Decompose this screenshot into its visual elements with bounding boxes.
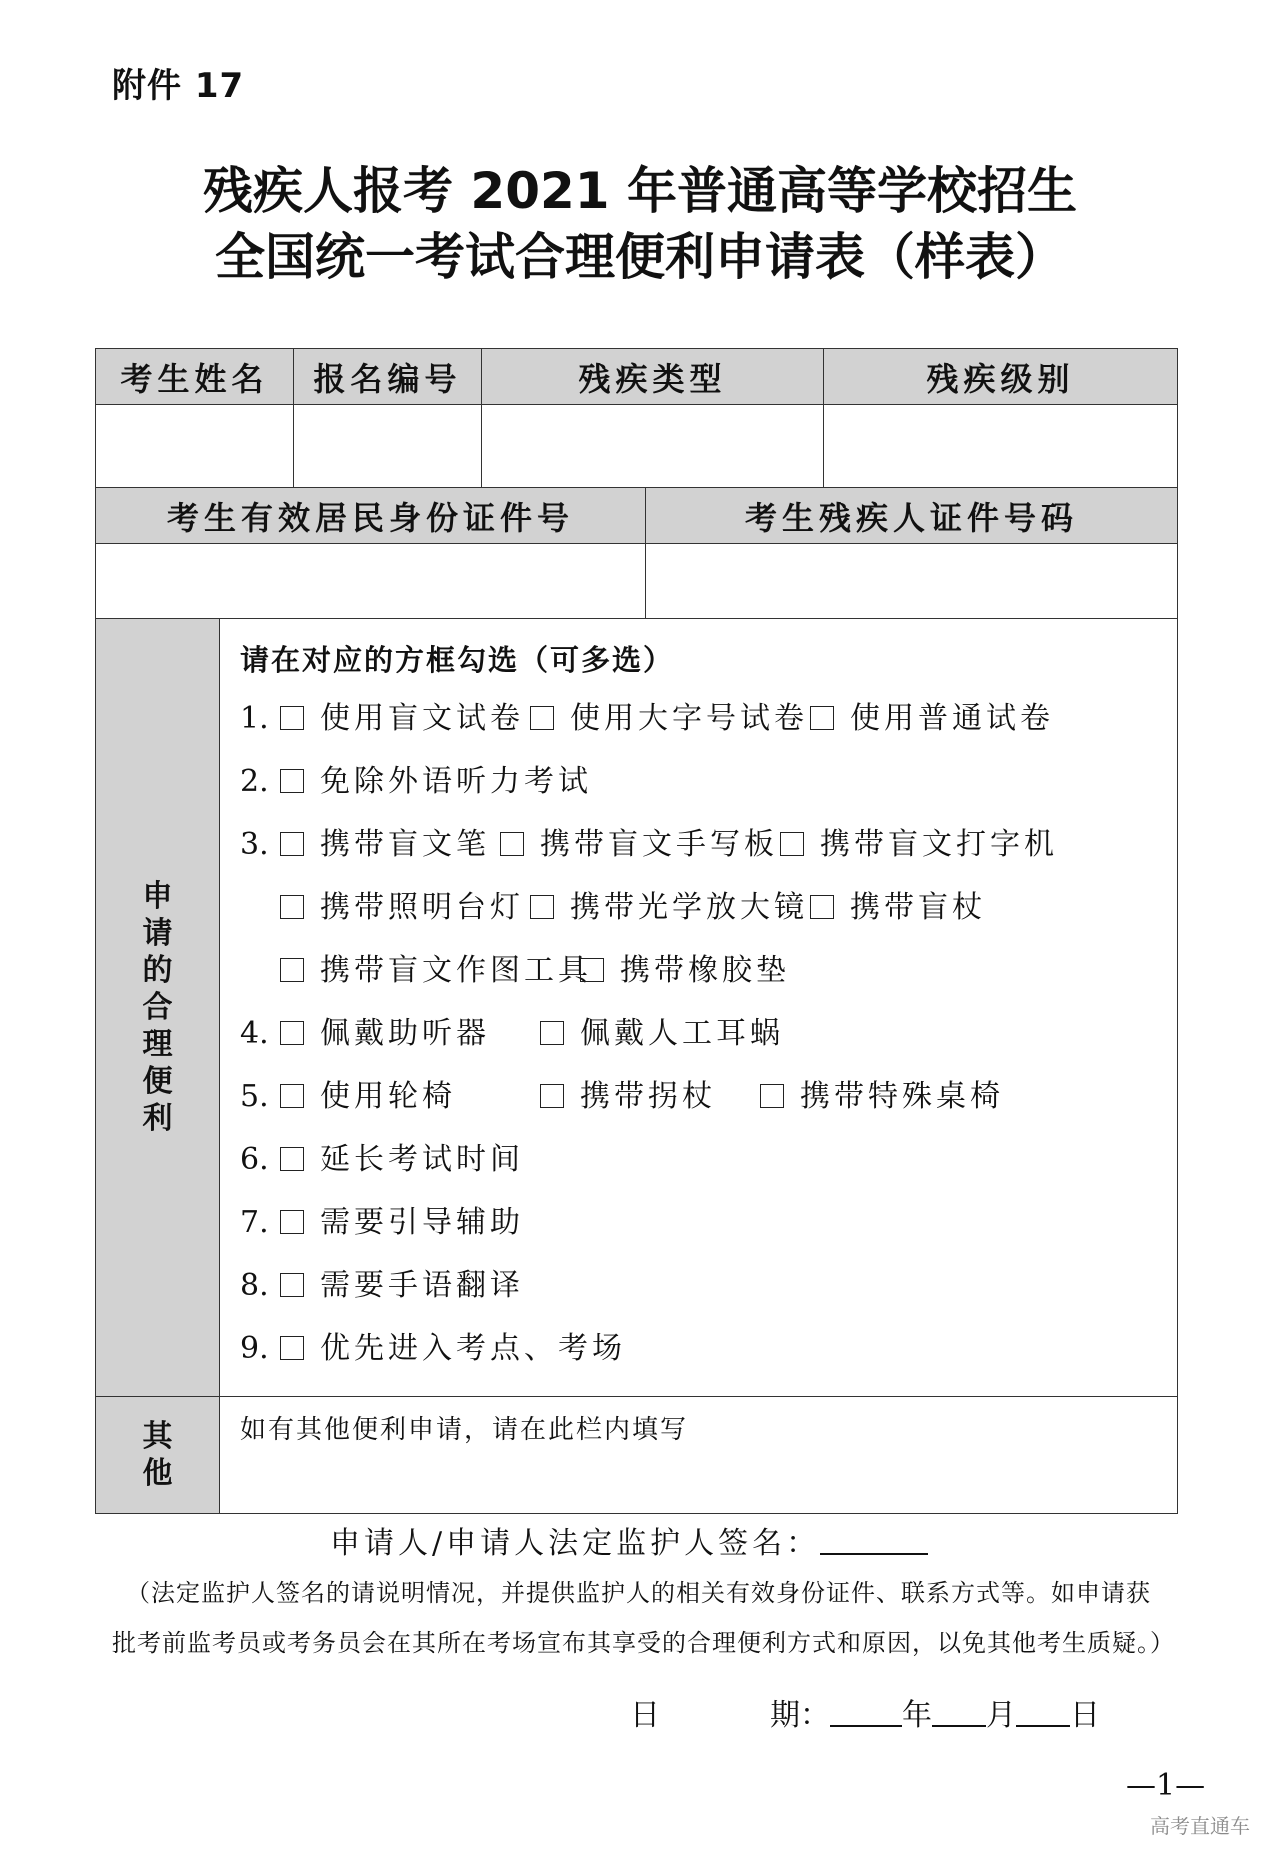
option-row (240, 1065, 1177, 1128)
field-student-name[interactable] (96, 405, 294, 488)
option-label: 需要手语翻译 (320, 1268, 524, 1303)
option-label: 使用盲文试卷 (320, 701, 524, 736)
checkbox[interactable] (280, 1210, 304, 1234)
option-item[interactable] (810, 876, 986, 939)
checkbox[interactable] (760, 1084, 784, 1108)
option-label: 携带光学放大镜 (570, 890, 808, 925)
option-item[interactable] (760, 1065, 1004, 1128)
date-label-ri: 日 (630, 1698, 660, 1733)
option-item[interactable] (280, 687, 524, 750)
date-line (770, 1690, 1100, 1734)
day-label: 日 (1070, 1698, 1100, 1733)
option-number: 6. (240, 1142, 269, 1177)
option-label: 使用大字号试卷 (570, 701, 808, 736)
option-label: 携带拐杖 (580, 1079, 716, 1114)
attachment-label: 附件 17 (112, 66, 245, 106)
checkbox[interactable] (280, 958, 304, 982)
option-item[interactable] (280, 813, 490, 876)
vertical-char: 理 (142, 1027, 173, 1062)
vertical-char: 他 (142, 1456, 173, 1491)
option-row (240, 939, 1177, 1002)
option-item[interactable] (500, 813, 778, 876)
checkbox[interactable] (540, 1021, 564, 1045)
section-label-other (96, 1397, 220, 1514)
option-item[interactable] (280, 1002, 490, 1065)
option-number: 9. (240, 1331, 269, 1366)
day-blank[interactable] (1016, 1697, 1070, 1727)
option-label: 携带盲文笔 (320, 827, 490, 862)
header-disability-level: 残疾级别 (824, 349, 1178, 405)
option-label: 携带盲文手写板 (540, 827, 778, 862)
option-item[interactable] (280, 876, 524, 939)
option-label: 携带照明台灯 (320, 890, 524, 925)
signature-blank[interactable] (820, 1525, 928, 1555)
option-label: 使用轮椅 (320, 1079, 456, 1114)
option-row (240, 750, 1177, 813)
option-row (240, 1002, 1177, 1065)
vertical-char: 申 (142, 879, 173, 914)
checkbox[interactable] (810, 706, 834, 730)
option-item[interactable] (280, 750, 592, 813)
option-label: 优先进入考点、考场 (320, 1331, 626, 1366)
option-row (240, 1254, 1177, 1317)
vertical-char: 便 (142, 1064, 173, 1099)
option-item[interactable] (280, 1254, 524, 1317)
option-item[interactable] (280, 1317, 626, 1380)
checkbox[interactable] (280, 706, 304, 730)
header-id-number: 考生有效居民身份证件号 (96, 488, 646, 544)
option-row (240, 1191, 1177, 1254)
field-disability-cert-number[interactable] (646, 544, 1178, 619)
option-number: 8. (240, 1268, 269, 1303)
option-label: 使用普通试卷 (850, 701, 1054, 736)
vertical-char: 其 (142, 1419, 173, 1454)
header-student-name: 考生姓名 (96, 349, 294, 405)
option-item[interactable] (580, 939, 790, 1002)
field-disability-level[interactable] (824, 405, 1178, 488)
checkbox[interactable] (580, 958, 604, 982)
checkbox[interactable] (280, 1273, 304, 1297)
checkbox[interactable] (280, 1021, 304, 1045)
option-number: 1. (240, 701, 269, 736)
month-blank[interactable] (932, 1697, 986, 1727)
section-label-accommodations (96, 619, 220, 1397)
form-title-line2: 全国统一考试合理便利申请表（样表） (215, 228, 1065, 286)
page-number: —1— (1126, 1768, 1206, 1803)
header-disability-cert-number: 考生残疾人证件号码 (646, 488, 1178, 544)
option-item[interactable] (280, 939, 592, 1002)
option-item[interactable] (540, 1002, 784, 1065)
option-item[interactable] (280, 1065, 456, 1128)
field-id-number[interactable] (96, 544, 646, 619)
other-label-text (96, 1418, 219, 1492)
field-disability-type[interactable] (482, 405, 824, 488)
option-item[interactable] (280, 1128, 524, 1191)
vertical-char: 的 (142, 953, 173, 988)
checkbox[interactable] (280, 1336, 304, 1360)
option-label: 携带橡胶垫 (620, 953, 790, 988)
option-label: 携带盲文打字机 (820, 827, 1058, 862)
option-number: 5. (240, 1079, 269, 1114)
accommodation-options (220, 619, 1178, 1397)
checkbox[interactable] (540, 1084, 564, 1108)
option-item[interactable] (540, 1065, 716, 1128)
option-row (240, 876, 1177, 939)
option-item[interactable] (780, 813, 1058, 876)
note-line-2: 批考前监考员或考务员会在其所在考场宣布其享受的合理便利方式和原因，以免其他考生质疑。） (112, 1629, 1175, 1657)
option-row (240, 1128, 1177, 1191)
option-label: 需要引导辅助 (320, 1205, 524, 1240)
application-form-table (95, 348, 1178, 1514)
option-label: 携带盲杖 (850, 890, 986, 925)
date-label-qi: 期： (770, 1698, 830, 1733)
option-row (240, 1317, 1177, 1380)
checkbox[interactable] (280, 769, 304, 793)
year-blank[interactable] (830, 1697, 902, 1727)
option-label: 携带特殊桌椅 (800, 1079, 1004, 1114)
checkbox[interactable] (500, 832, 524, 856)
vertical-char: 合 (142, 990, 173, 1025)
checkbox[interactable] (280, 1147, 304, 1171)
signature-line (330, 1518, 928, 1562)
vertical-char: 请 (142, 916, 173, 951)
checkbox[interactable] (780, 832, 804, 856)
option-row (240, 813, 1177, 876)
option-label: 延长考试时间 (320, 1142, 524, 1177)
checkbox[interactable] (280, 832, 304, 856)
field-registration-number[interactable] (294, 405, 482, 488)
option-label: 佩戴助听器 (320, 1016, 490, 1051)
vertical-char: 利 (142, 1101, 173, 1136)
option-item[interactable] (280, 1191, 524, 1254)
option-item[interactable] (810, 687, 1054, 750)
checkbox[interactable] (280, 1084, 304, 1108)
option-label: 佩戴人工耳蜗 (580, 1016, 784, 1051)
signature-label: 申请人/申请人法定监护人签名： (330, 1526, 821, 1561)
note-line-1: （法定监护人签名的请说明情况，并提供监护人的相关有效身份证件、联系方式等。如申请获 (126, 1579, 1151, 1607)
section-label-text (96, 878, 219, 1137)
checkbox[interactable] (530, 895, 554, 919)
option-label: 携带盲文作图工具 (320, 953, 592, 988)
checkbox[interactable] (280, 895, 304, 919)
header-registration-number: 报名编号 (294, 349, 482, 405)
option-row (240, 687, 1177, 750)
option-number: 4. (240, 1016, 269, 1051)
instruction-text: 请在对应的方框勾选（可多选） (240, 643, 675, 677)
watermark: 高考直通车 (1150, 1814, 1250, 1838)
option-number: 3. (240, 827, 269, 862)
option-item[interactable] (530, 687, 808, 750)
option-list (240, 687, 1177, 1380)
checkbox[interactable] (530, 706, 554, 730)
form-title-line1: 残疾人报考 2021 年普通高等学校招生 (203, 162, 1077, 220)
option-number: 2. (240, 764, 269, 799)
option-label: 免除外语听力考试 (320, 764, 592, 799)
month-label: 月 (986, 1698, 1016, 1733)
option-number: 7. (240, 1205, 269, 1240)
checkbox[interactable] (810, 895, 834, 919)
year-label: 年 (902, 1698, 932, 1733)
option-item[interactable] (530, 876, 808, 939)
header-disability-type: 残疾类型 (482, 349, 824, 405)
field-other-requests[interactable]: 如有其他便利申请，请在此栏内填写 (220, 1397, 1178, 1514)
